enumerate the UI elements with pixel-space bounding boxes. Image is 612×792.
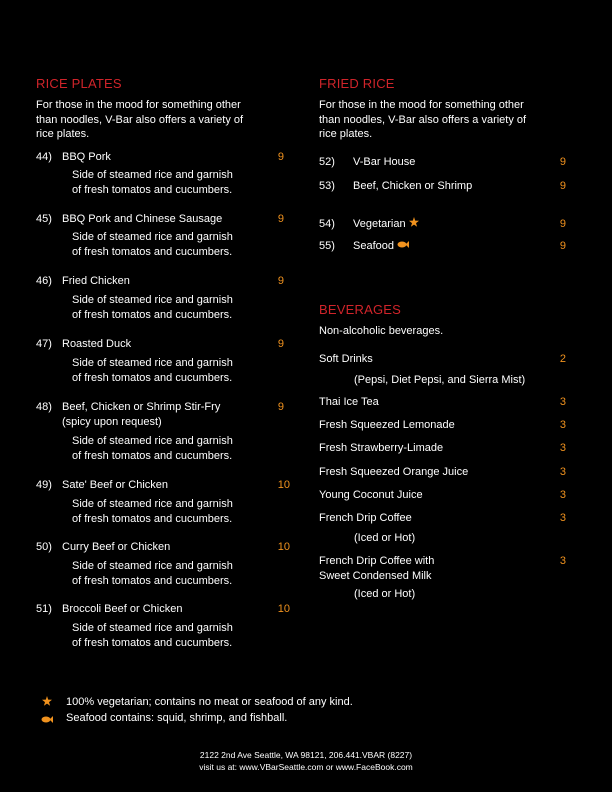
- item-number: 44): [36, 151, 52, 163]
- beverage-name: French Drip Coffee: [319, 512, 412, 524]
- item-description: Side of steamed rice and garnish of fresh tomatos and cucumbers.: [72, 498, 233, 525]
- item-name: Beef, Chicken or Shrimp: [353, 180, 473, 192]
- item-description: Side of steamed rice and garnish of fresh tomatos and cucumbers.: [72, 560, 233, 587]
- item-name: V-Bar House: [353, 156, 416, 168]
- item-price: 9: [559, 240, 566, 252]
- legend-seafood: Seafood contains: squid, shrimp, and fishball.: [66, 712, 288, 724]
- item-number: 46): [36, 275, 52, 287]
- beverage-name: Thai Ice Tea: [319, 396, 379, 408]
- item-description: Side of steamed rice and garnish of fresh tomatos and cucumbers.: [72, 357, 233, 384]
- item-number: 48): [36, 401, 52, 413]
- item-number: 52): [319, 156, 335, 168]
- item-price: 10: [277, 479, 290, 491]
- beverage-price: 3: [559, 555, 566, 567]
- fried-rice-title: FRIED RICE: [319, 76, 395, 91]
- item-number: 47): [36, 338, 52, 350]
- beverage-price: 3: [559, 442, 566, 454]
- beverage-note: (Iced or Hot): [354, 588, 416, 600]
- beverage-price: 2: [559, 353, 566, 365]
- beverage-price: 3: [559, 419, 566, 431]
- legend-vegetarian: 100% vegetarian; contains no meat or seafood of any kind.: [66, 696, 353, 708]
- item-name: BBQ Pork and Chinese Sausage: [62, 213, 223, 225]
- item-price: 9: [277, 151, 284, 163]
- item-price: 9: [277, 275, 284, 287]
- item-number: 53): [319, 180, 335, 192]
- item-price: 9: [559, 156, 566, 168]
- item-description: Side of steamed rice and garnish of fresh tomatos and cucumbers.: [72, 294, 233, 321]
- beverages-intro: Non-alcoholic beverages.: [319, 325, 444, 337]
- item-name: BBQ Pork: [62, 151, 111, 163]
- item-price: 10: [277, 603, 290, 615]
- seafood-fish-icon: [41, 714, 53, 729]
- beverages-title: BEVERAGES: [319, 302, 401, 317]
- item-price: 9: [559, 180, 566, 192]
- vegetarian-star-icon: [42, 696, 52, 711]
- item-number: 55): [319, 240, 335, 252]
- beverage-price: 3: [559, 396, 566, 408]
- item-description: Side of steamed rice and garnish of fresh tomatos and cucumbers.: [72, 622, 233, 649]
- beverage-price: 3: [559, 466, 566, 478]
- beverage-note: (Pepsi, Diet Pepsi, and Sierra Mist): [354, 374, 526, 386]
- item-description: Side of steamed rice and garnish of fresh tomatos and cucumbers.: [72, 169, 233, 196]
- item-price: 9: [277, 401, 284, 413]
- item-name: Curry Beef or Chicken: [62, 541, 171, 553]
- item-price: 9: [559, 218, 566, 230]
- fried-rice-intro: For those in the mood for something other than noodles, V-Bar also offers a variety of rice plates.: [319, 99, 527, 140]
- beverage-name: Fresh Strawberry-Limade: [319, 442, 444, 454]
- beverage-name: Soft Drinks: [319, 353, 373, 365]
- beverage-name: Fresh Squeezed Lemonade: [319, 419, 455, 431]
- item-name-row: [353, 239, 409, 254]
- item-description: Side of steamed rice and garnish of fresh tomatos and cucumbers.: [72, 231, 233, 258]
- beverage-price: 3: [559, 489, 566, 501]
- item-name: Broccoli Beef or Chicken: [62, 603, 183, 615]
- item-name: Vegetarian: [353, 218, 406, 230]
- beverage-price: 3: [559, 512, 566, 524]
- beverage-name: Fresh Squeezed Orange Juice: [319, 466, 469, 478]
- item-price: 9: [277, 338, 284, 350]
- item-name-row: [353, 217, 419, 232]
- footer-address: 2122 2nd Ave Seattle, WA 98121, 206.441.VBAR (8227): [199, 750, 413, 760]
- item-number: 45): [36, 213, 52, 225]
- beverage-name: Young Coconut Juice: [319, 489, 423, 501]
- rice-plates-title: RICE PLATES: [36, 76, 122, 91]
- item-price: 9: [277, 213, 284, 225]
- item-name: Sate' Beef or Chicken: [62, 479, 169, 491]
- item-name: Fried Chicken: [62, 275, 130, 287]
- beverage-name: French Drip Coffee with Sweet Condensed Milk: [319, 555, 435, 582]
- item-name: Seafood: [353, 240, 394, 252]
- item-number: 51): [36, 603, 52, 615]
- seafood-fish-icon: [397, 239, 409, 254]
- rice-plates-intro: For those in the mood for something other than noodles, V-Bar also offers a variety of rice plates.: [36, 99, 244, 140]
- beverage-note: (Iced or Hot): [354, 532, 416, 544]
- footer-visit: visit us at: www.VBarSeattle.com or www.FaceBook.com: [199, 762, 413, 772]
- item-price: 10: [277, 541, 290, 553]
- item-number: 54): [319, 218, 335, 230]
- item-description: Side of steamed rice and garnish of fresh tomatos and cucumbers.: [72, 435, 233, 462]
- item-number: 49): [36, 479, 52, 491]
- vegetarian-star-icon: [409, 217, 419, 232]
- item-number: 50): [36, 541, 52, 553]
- item-name: Roasted Duck: [62, 338, 132, 350]
- item-name: Beef, Chicken or Shrimp Stir-Fry (spicy upon request): [62, 401, 221, 428]
